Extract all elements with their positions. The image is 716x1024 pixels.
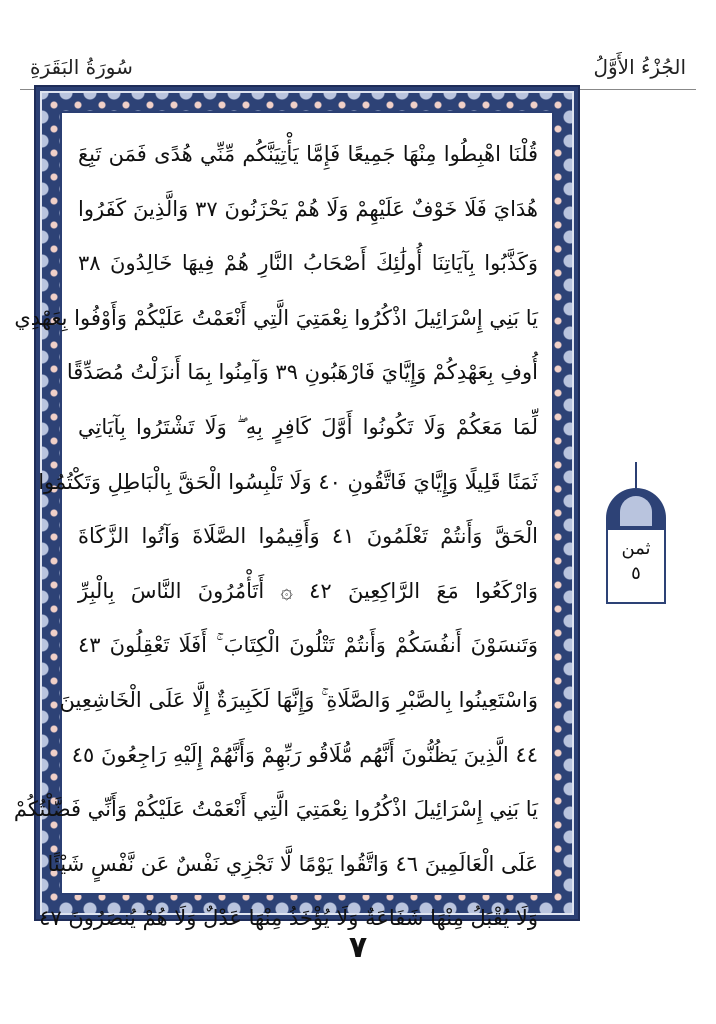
hizb-marker-box [606, 528, 666, 604]
verse-line: وَلَا يُقْبَلُ مِنْهَا شَفَاعَةٌ وَلَا يُؤْخَذُ مِنْهَا عَدْلٌ وَلَا هُمْ يُنصَرُونَ ٤٧ [39, 906, 538, 931]
verse-line: ثَمَنًا قَلِيلًا وَإِيَّايَ فَاتَّقُونِ ٤٠ وَلَا تَلْبِسُوا الْحَقَّ بِالْبَاطِلِ وَتَكْتُمُوا [38, 469, 538, 494]
verse-line: يَا بَنِي إِسْرَائِيلَ اذْكُرُوا نِعْمَتِيَ الَّتِي أَنْعَمْتُ عَلَيْكُمْ وَأَنِّي فَضَّلْتُكُمْ [13, 797, 538, 822]
verse-line: وَاسْتَعِينُوا بِالصَّبْرِ وَالصَّلَاةِ ۚ وَإِنَّهَا لَكَبِيرَةٌ إِلَّا عَلَى الْخَاشِعِينَ [59, 687, 538, 712]
verse-line: ٤٤ الَّذِينَ يَظُنُّونَ أَنَّهُم مُّلَاقُو رَبِّهِمْ وَأَنَّهُمْ إِلَيْهِ رَاجِعُونَ ٤٥ [71, 742, 538, 767]
hizb-marker-dome-inner [620, 496, 652, 526]
verse-line: أُوفِ بِعَهْدِكُمْ وَإِيَّايَ فَارْهَبُونِ ٣٩ وَآمِنُوا بِمَا أَنزَلْتُ مُصَدِّقًا [66, 360, 538, 385]
surah-name: سُورَةُ البَقَرَةِ [30, 55, 133, 79]
verse-line: قُلْنَا اهْبِطُوا مِنْهَا جَمِيعًا فَإِمَّا يَأْتِيَنَّكُم مِّنِّي هُدًى فَمَن تَبِعَ [78, 142, 538, 166]
verse-line: وَتَنسَوْنَ أَنفُسَكُمْ وَأَنتُمْ تَتْلُونَ الْكِتَابَ ۚ أَفَلَا تَعْقِلُونَ ٤٣ [78, 633, 538, 658]
hizb-marker-dome [606, 488, 666, 530]
verse-line: عَلَى الْعَالَمِينَ ٤٦ وَاتَّقُوا يَوْمًا لَّا تَجْزِي نَفْسٌ عَن نَّفْسٍ شَيْئًا [47, 851, 538, 876]
text-panel [13, 111, 554, 931]
verse-line: الْحَقَّ وَأَنتُمْ تَعْلَمُونَ ٤١ وَأَقِيمُوا الصَّلَاةَ وَآتُوا الزَّكَاةَ [78, 524, 538, 549]
verse-line: وَكَذَّبُوا بِآيَاتِنَا أُولَٰئِكَ أَصْحَابُ النَّارِ هُمْ فِيهَا خَالِدُونَ ٣٨ [78, 251, 538, 276]
verse-line: هُدَايَ فَلَا خَوْفٌ عَلَيْهِمْ وَلَا هُمْ يَحْزَنُونَ ٣٧ وَالَّذِينَ كَفَرُوا [78, 196, 539, 221]
verse-text-block [13, 127, 539, 946]
page-number: ٧ [348, 930, 368, 965]
hizb-marker-stem [635, 462, 637, 488]
verse-line: وَارْكَعُوا مَعَ الرَّاكِعِينَ ٤٢ ۞ أَتَأْمُرُونَ النَّاسَ بِالْبِرِّ [78, 578, 538, 603]
hizb-number: ٥ [631, 563, 641, 584]
verse-line: يَا بَنِي إِسْرَائِيلَ اذْكُرُوا نِعْمَتِيَ الَّتِي أَنْعَمْتُ عَلَيْكُمْ وَأَوْفُوا بِعَهْدِي [14, 305, 538, 330]
juz-name: الجُزْءُ الأَوَّلُ [593, 55, 686, 79]
hizb-label: ثمن [621, 538, 651, 559]
hizb-marker [606, 462, 666, 604]
verse-line: لِّمَا مَعَكُمْ وَلَا تَكُونُوا أَوَّلَ كَافِرٍ بِهِ ۖ وَلَا تَشْتَرُوا بِآيَاتِي [78, 414, 538, 439]
